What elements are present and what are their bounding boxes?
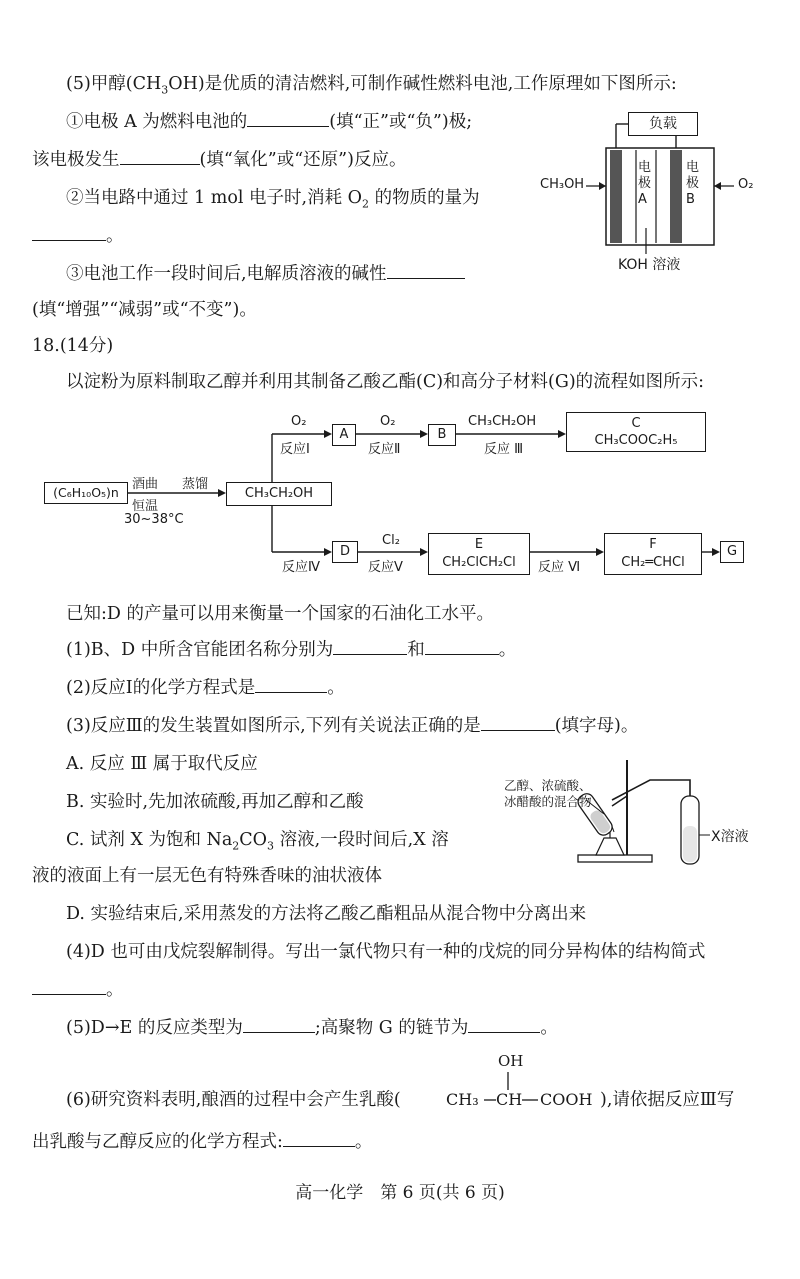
q18-known: 已知:D 的产量可以用来衡量一个国家的石油化工水平。 — [66, 604, 494, 624]
option-a: A. 反应 Ⅲ 属于取代反应 — [66, 754, 258, 774]
lactic-ch: CH — [496, 1090, 523, 1109]
cl2-label: Cl₂ — [382, 533, 400, 548]
compound-d-box: D — [332, 541, 358, 563]
q17-5-intro: (5)甲醇$(CH_3OH)$是优质的清洁燃料,可制作碱性燃料电池,工作原理如下图所示: — [66, 74, 677, 97]
compound-e-label: E — [474, 537, 484, 552]
compound-c-label: C — [631, 416, 641, 431]
hengwen-label: 恒温 — [132, 499, 159, 514]
reaction-5-label: 反应Ⅴ — [368, 560, 403, 575]
option-b: B. 实验时,先加浓硫酸,再加乙醇和乙酸 — [66, 792, 364, 812]
q18-sub-2: (2)反应Ⅰ的化学方程式是 。 — [66, 678, 345, 698]
q17-5-part1: ①电极 A 为燃料电池的 (填“正”或“负”)极; — [66, 112, 473, 132]
q18-heading: 18.(14分) — [32, 336, 114, 356]
load-box: 负载 — [628, 112, 698, 136]
mixture-label-1: 乙醇、浓硫酸、 — [504, 778, 592, 793]
reaction-3-label: 反应 Ⅲ — [484, 442, 524, 457]
reaction-6-label: 反应 Ⅵ — [538, 560, 581, 575]
ethanol-box: CH₃CH₂OH — [226, 482, 332, 506]
q17-5-part3-cont: (填“增强”“减弱”或“不变”)。 — [32, 300, 257, 320]
reaction-1-label: 反应Ⅰ — [280, 442, 310, 457]
q17-5-part3: ③电池工作一段时间后,电解质溶液的碱性 — [66, 262, 465, 286]
option-c-cont: 液的液面上有一层无色有特殊香味的油状液体 — [32, 866, 382, 886]
zhengliu-label: 蒸馏 — [182, 477, 209, 492]
option-c: C. 试剂 X 为饱和 $Na_2CO_3$ 溶液,一段时间后,X 溶 — [66, 830, 449, 853]
compound-f-label: F — [649, 537, 657, 552]
temp-label: 30~38°C — [124, 512, 184, 527]
methanol-label: CH₃OH — [540, 177, 585, 192]
electrode-a-label: 电极A — [638, 160, 652, 207]
lactic-oh-label: OH — [498, 1052, 524, 1070]
q18-sub-6-cont: 出乳酸与乙醇反应的化学方程式: 。 — [32, 1132, 373, 1152]
ethanol-reagent-label: CH₃CH₂OH — [468, 414, 537, 429]
compound-g-box: G — [720, 541, 744, 563]
q18-sub-6: (6)研究资料表明,酿酒的过程中会产生乳酸( — [66, 1090, 401, 1110]
electrolyte-label: KOH 溶液 — [618, 257, 681, 273]
q18-sub-3: (3)反应Ⅲ的发生装置如图所示,下列有关说法正确的是 (填字母)。 — [66, 716, 639, 736]
q18-sub-4: (4)D 也可由戊烷裂解制得。写出一氯代物只有一种的戊烷的同分异构体的结构简式 — [66, 942, 706, 962]
q17-5-part1-cont: 该电极发生 (填“氧化”或“还原”)反应。 — [32, 150, 407, 170]
page-footer: 高一化学 第 6 页(共 6 页) — [295, 1183, 505, 1203]
compound-f-formula: CH₂═CHCl — [621, 555, 685, 570]
o2-label-1: O₂ — [291, 414, 307, 429]
q18-sub-5: (5)D→E 的反应类型为 ;高聚物 G 的链节为 。 — [66, 1018, 558, 1038]
compound-e-formula: CH₂ClCH₂Cl — [442, 555, 516, 570]
oxygen-label: O₂ — [738, 177, 754, 192]
x-solution-label: X溶液 — [711, 829, 749, 845]
electrode-b-label: 电极B — [686, 160, 700, 207]
q17-5-part2-blank: 。 — [32, 224, 124, 248]
compound-a-box: A — [332, 424, 356, 446]
option-d: D. 实验结束后,采用蒸发的方法将乙酸乙酯粗品从混合物中分离出来 — [66, 904, 587, 924]
jiuqu-label: 酒曲 — [132, 477, 159, 492]
q18-sub-4-blank: 。 — [32, 978, 124, 1002]
q17-5-part2: ②当电路中通过 1 mol 电子时,消耗 $O_2$ 的物质的量为 — [66, 188, 480, 211]
reaction-2-label: 反应Ⅱ — [368, 442, 401, 457]
q18-sub-1: (1)B、D 中所含官能团名称分别为 和 。 — [66, 640, 517, 660]
compound-c-formula: CH₃COOC₂H₅ — [594, 433, 678, 448]
lactic-cooh: COOH — [540, 1090, 593, 1109]
starch-box: (C₆H₁₀O₅)n — [44, 482, 128, 504]
compound-b-box: B — [428, 424, 456, 446]
mixture-label-2: 冰醋酸的混合物 — [504, 794, 592, 809]
lactic-ch3: CH₃ — [446, 1090, 479, 1109]
q18-intro: 以淀粉为原料制取乙醇并利用其制备乙酸乙酯(C)和高分子材料(G)的流程如图所示: — [66, 372, 705, 392]
q18-sub-6-tail: ),请依据反应Ⅲ写 — [600, 1090, 735, 1110]
o2-label-2: O₂ — [380, 414, 396, 429]
reaction-4-label: 反应Ⅳ — [282, 560, 320, 575]
